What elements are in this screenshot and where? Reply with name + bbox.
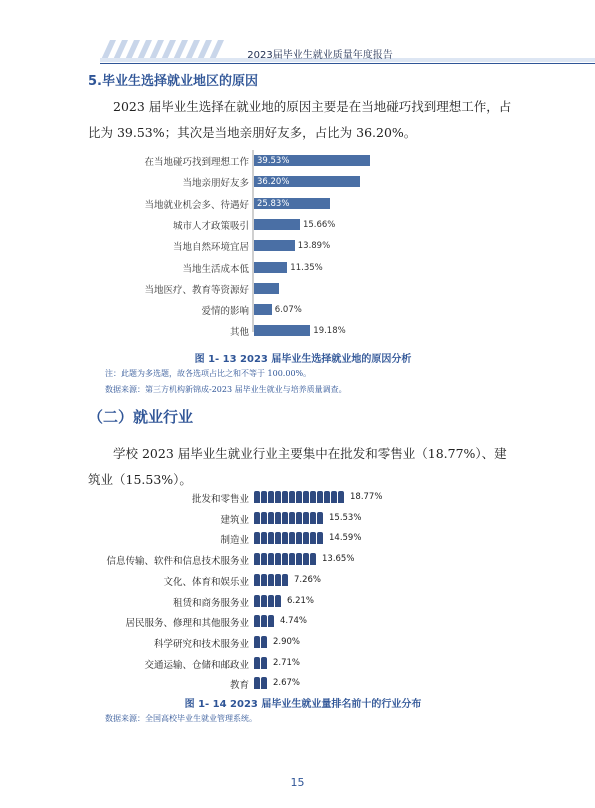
person-icon [268, 595, 274, 607]
chart1-bar [254, 304, 272, 315]
chart1-category-label: 当地亲朋好友多 [182, 178, 249, 190]
chart2-value-label: 6.21% [287, 595, 315, 606]
person-icon [296, 491, 302, 503]
chart2-value-label: 14.59% [329, 533, 362, 544]
chart1-category-label: 当地自然环境宜居 [172, 242, 249, 254]
chart2-category-label: 制造业 [220, 535, 249, 547]
chart2-icon-row [254, 677, 267, 690]
chart2-value-label: 18.77% [350, 492, 383, 502]
person-icon [261, 512, 267, 524]
person-icon [310, 491, 316, 503]
chart2-category-label: 居民服务、修理和其他服务业 [125, 618, 249, 630]
section-paragraph: 2023 届毕业生选择在就业地的原因主要是在当地碰巧找到理想工作，占比为 39.53%；其次是当地亲朋好友多，占比为 36.20%。 [88, 99, 512, 140]
figure13-source: 数据来源：第三方机构新锦成-2023 届毕业生就业与培养质量调查。 [105, 385, 347, 394]
person-icon [310, 532, 316, 544]
person-icon [261, 615, 267, 627]
person-icon [254, 595, 260, 607]
industry-title: （二）就业行业 [88, 408, 194, 426]
person-icon [331, 491, 337, 503]
person-icon [282, 512, 288, 524]
chart2-category-label: 租赁和商务服务业 [172, 597, 249, 609]
chart2-value-label: 2.67% [273, 678, 301, 689]
industry-paragraph: 学校 2023 届毕业生就业行业主要集中在批发和零售业（18.77%）、建筑业（15.53%）。 [88, 446, 507, 487]
chart1-category-label: 当地医疗、教育等资源好 [144, 284, 249, 296]
person-icon [254, 491, 260, 503]
chart2-icon-row [254, 512, 323, 525]
person-icon [275, 574, 281, 586]
chart1-bar [254, 219, 300, 230]
chart2-category-label: 交通运输、仓储和邮政业 [144, 659, 249, 671]
person-icon [303, 491, 309, 503]
chart2-icon-row [254, 615, 274, 628]
header-title: 2023届毕业生就业质量年度报告 [247, 50, 393, 61]
chart2-category-label: 批发和零售业 [191, 494, 249, 505]
chart1-category-label: 当地就业机会多、待遇好 [144, 199, 249, 211]
person-icon [289, 491, 295, 503]
person-icon [254, 532, 260, 544]
person-icon [254, 677, 260, 689]
figure14-source: 数据来源：全国高校毕业生就业管理系统。 [105, 714, 257, 723]
chart1-value-label: 6.07% [274, 305, 302, 316]
person-icon [296, 553, 302, 565]
person-icon [254, 574, 260, 586]
person-icon [261, 657, 267, 669]
chart1-bar [254, 325, 310, 336]
chart2-icon-row [254, 595, 281, 608]
person-icon [317, 512, 323, 524]
person-icon [254, 553, 260, 565]
person-icon [303, 553, 309, 565]
person-icon [261, 595, 267, 607]
person-icon [289, 553, 295, 565]
person-icon [282, 553, 288, 565]
chart2-category-label: 教育 [229, 680, 249, 692]
person-icon [282, 491, 288, 503]
person-icon [303, 532, 309, 544]
chart1-value-label: 39.53% [257, 156, 290, 166]
person-icon [303, 512, 309, 524]
chart2-category-label: 信息传输、软件和信息技术服务业 [106, 556, 249, 568]
figure14-caption: 图 1- 14 2023 届毕业生就业量排名前十的行业分布 [184, 699, 422, 710]
person-icon [268, 574, 274, 586]
chart2-value-label: 13.65% [322, 554, 355, 565]
person-icon [254, 657, 260, 669]
person-icon [261, 636, 267, 648]
figure13-note: 注：此题为多选题，故各选项占比之和不等于 100.00%。 [105, 369, 312, 378]
chart2-category-label: 文化、体育和娱乐业 [163, 576, 249, 588]
figure13-caption: 图 1- 13 2023 届毕业生选择就业地的原因分析 [194, 354, 412, 365]
chart1-bar [254, 240, 295, 251]
person-icon [261, 532, 267, 544]
person-icon [261, 553, 267, 565]
person-icon [282, 532, 288, 544]
person-icon [254, 636, 260, 648]
person-icon [338, 491, 344, 503]
person-icon [261, 491, 267, 503]
person-icon [289, 512, 295, 524]
person-icon [289, 532, 295, 544]
person-icon [261, 574, 267, 586]
person-icon [317, 532, 323, 544]
person-icon [275, 491, 281, 503]
chart2-value-label: 7.26% [294, 574, 322, 585]
person-icon [268, 553, 274, 565]
chart1-category-label: 爱情的影响 [201, 306, 249, 318]
person-icon [296, 532, 302, 544]
person-icon [268, 491, 274, 503]
chart1-value-label: 36.20% [257, 177, 290, 188]
chart1-category-label: 在当地碰巧找到理想工作 [144, 157, 249, 168]
chart2-icon-row [254, 636, 267, 649]
person-icon [268, 512, 274, 524]
chart1-value-label: 25.83% [257, 198, 290, 209]
chart1-value-label: 11.35% [290, 262, 323, 273]
person-icon [268, 532, 274, 544]
chart2-value-label: 2.71% [273, 657, 301, 668]
section-title: 5.毕业生选择就业地区的原因 [88, 74, 258, 89]
person-icon [275, 512, 281, 524]
person-icon [261, 677, 267, 689]
chart1-bar [254, 283, 279, 294]
chart1-category-label: 城市人才政策吸引 [172, 220, 249, 232]
chart2-category-label: 建筑业 [220, 514, 249, 526]
person-icon [254, 615, 260, 627]
person-icon [275, 595, 281, 607]
page-number: 15 [290, 776, 305, 789]
person-icon [317, 491, 323, 503]
chart2-icon-row [254, 574, 288, 587]
chart1-category-label: 当地生活成本低 [182, 263, 249, 275]
chart2-icon-row [254, 553, 316, 566]
person-icon [310, 512, 316, 524]
chart2-icon-row [254, 491, 344, 504]
chart2-value-label: 15.53% [329, 512, 362, 523]
chart1-value-label: 15.66% [302, 219, 336, 230]
chart2-icon-row [254, 532, 323, 545]
person-icon [275, 532, 281, 544]
person-icon [310, 553, 316, 565]
person-icon [254, 512, 260, 524]
chart1-category-label: 其他 [229, 327, 249, 339]
person-icon [282, 574, 288, 586]
person-icon [275, 553, 281, 565]
chart1-value-label: 13.89% [297, 241, 331, 252]
chart2-category-label: 科学研究和技术服务业 [153, 638, 249, 650]
chart2-value-label: 4.74% [280, 616, 308, 627]
person-icon [268, 615, 274, 627]
chart2-value-label: 2.90% [273, 636, 301, 647]
chart1-bar [254, 262, 287, 273]
chart1-value-label: 19.18% [313, 326, 346, 337]
chart2-icon-row [254, 657, 267, 670]
person-icon [324, 491, 330, 503]
person-icon [296, 512, 302, 524]
